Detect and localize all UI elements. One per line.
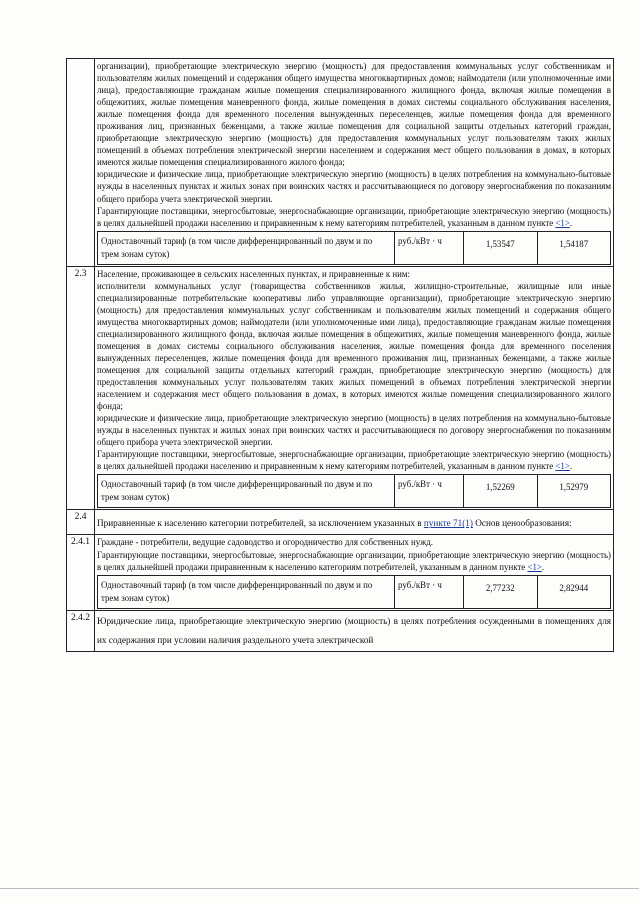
tariff-value-2: 1,54187 xyxy=(537,231,611,264)
row-number: 2.4 xyxy=(67,510,95,535)
row-number xyxy=(67,59,95,267)
suppliers-text: Гарантирующие поставщики, энергосбытовые, энергоснабжающие организации, приобретающие электрическую энергию (мощность) в целях дальнейшей продажи населению и приравненным к нему категориям потребителей, указанным в данном пункте xyxy=(97,449,611,472)
suppliers-paragraph: Гарантирующие поставщики, энергосбытовые, энергоснабжающие организации, приобретающие электрическую энергию (мощность) в целях дальнейшей продажи населению и приравненным к нему категориям потребителей, указанным в данном пункте <1>. xyxy=(97,449,611,472)
table-row xyxy=(67,266,614,510)
tariff-label: Одноставочный тариф (в том числе дифференцированный по двум и по трем зонам суток) xyxy=(98,575,395,608)
table-row xyxy=(67,59,614,267)
tariff-value-2: 2,82944 xyxy=(537,575,611,608)
suppliers-paragraph: Гарантирующие поставщики, энергосбытовые, энергоснабжающие организации, приобретающие электрическую энергию (мощность) в целях дальнейшей продажи приравненным к населению категориям потребителей, указанным в данном пункте <1>. xyxy=(97,549,611,572)
table-row xyxy=(67,510,614,535)
row-content xyxy=(95,610,614,651)
tariff-subtable xyxy=(97,575,611,609)
suppliers-paragraph: Гарантирующие поставщики, энергосбытовые, энергоснабжающие организации, приобретающие электрическую энергию (мощность) в целях дальнейшей продажи населению и приравненным к нему категориям потребителей, указанным в данном пункте <1>. xyxy=(97,205,611,228)
tariff-subtable xyxy=(97,231,611,265)
footnote-link[interactable]: <1> xyxy=(555,461,570,472)
tariff-value-2: 1,52979 xyxy=(537,475,611,508)
tariff-unit: руб./кВт · ч xyxy=(395,231,464,264)
suppliers-text: Гарантирующие поставщики, энергосбытовые, энергоснабжающие организации, приобретающие электрическую энергию (мощность) в целях дальнейшей продажи населению и приравненным к нему категориям потребителей, указанным в данном пункте xyxy=(97,205,611,228)
tariff-value-1: 1,53547 xyxy=(464,231,538,264)
category-heading xyxy=(97,514,611,533)
tariff-unit: руб./кВт · ч xyxy=(395,475,464,508)
tariff-value-1: 1,52269 xyxy=(464,475,538,508)
row-number: 2.3 xyxy=(67,266,95,510)
consumer-paragraph: юридические и физические лица, приобретающие электрическую энергию (мощность) в целях потребления на коммунально-бытовые нужды в населенных пунктах и жилых зонах при воинских частях и рассчитывающиеся по договору энергоснабжения по показаниям общего прибора учета электрической энергии. xyxy=(97,413,611,448)
row-number: 2.4.1 xyxy=(67,535,95,610)
suppliers-text: Гарантирующие поставщики, энергосбытовые, энергоснабжающие организации, приобретающие электрическую энергию (мощность) в целях дальнейшей продажи приравненным к населению категориям потребителей, указанным в данном пункте xyxy=(97,549,611,572)
document-page xyxy=(66,58,614,652)
category-text-end: Основ ценообразования: xyxy=(475,518,572,529)
tariff-unit: руб./кВт · ч xyxy=(395,575,464,608)
consumer-paragraph: организации), приобретающие электрическую энергию (мощность) для предоставления коммунальных услуг собственникам и пользователям жилых помещений и содержания общего имущества многоквартирных домов; наймодатели (или уполномоченные ими лица), предоставляющие гражданам жилые помещения специализированного жилищного фонда, включая жилые помещения в общежитиях, жилые помещения маневренного фонда, жилые помещения в домах системы социального обслуживания населения, жилые помещения фонда для временного поселения вынужденных переселенцев, жилые помещения фонда для временного проживания лиц, признанных беженцами, а также жилые помещения для социальной защиты отдельных категорий граждан, приобретающие электрическую энергию (мощность) для предоставления коммунальных услуг пользователям таких жилых помещений в объемах потребления электрической энергии населением и содержания мест общего пользования в домах, в которых имеются жилые помещения специализированного жилого фонда; xyxy=(97,61,611,168)
tariff-value-1: 2,77232 xyxy=(464,575,538,608)
tariff-label: Одноставочный тариф (в том числе дифференцированный по двум и по трем зонам суток) xyxy=(98,231,395,264)
row-content xyxy=(95,510,614,535)
row-content xyxy=(95,59,614,267)
table-row xyxy=(67,535,614,610)
category-text: Приравненные к населению категории потребителей, за исключением указанных в xyxy=(97,518,422,529)
tariff-table xyxy=(66,58,614,652)
clause-link[interactable]: пункте 71(1) xyxy=(423,518,473,529)
row-number: 2.4.2 xyxy=(67,610,95,651)
consumer-heading: Граждане - потребители, ведущие садоводство и огородничество для собственных нужд. xyxy=(97,537,433,548)
consumer-paragraph: юридические и физические лица, приобретающие электрическую энергию (мощность) в целях потребления на коммунально-бытовые нужды в населенных пунктах и жилых зонах при воинских частях и рассчитывающиеся по договору энергоснабжения по показаниям общего прибора учета электрической энергии. xyxy=(97,169,611,204)
footnote-link[interactable]: <1> xyxy=(527,561,542,572)
row-content xyxy=(95,266,614,510)
row-content xyxy=(95,535,614,610)
tariff-label: Одноставочный тариф (в том числе дифференцированный по двум и по трем зонам суток) xyxy=(98,475,395,508)
consumer-heading: Юридические лица, приобретающие электрическую энергию (мощность) в целях потребления осужденными в помещениях для их содержания при условии наличия раздельного учета электрической xyxy=(97,615,611,645)
table-row xyxy=(67,610,614,651)
page-edge-divider xyxy=(0,888,639,889)
consumer-heading: Население, проживающее в сельских населенных пунктах, и приравненные к ним: xyxy=(97,268,410,279)
consumer-paragraph: исполнители коммунальных услуг (товарищества собственников жилья, жилищно-строительные, жилищные или иные специализированные потребительские кооперативы либо управляющие организации), приобретающие электрическую энергию (мощность) для предоставления коммунальных услуг собственникам и пользователям жилых помещений и содержания общего имущества многоквартирных домов; наймодатели (или уполномоченные ими лица), предоставляющие гражданам жилые помещения специализированного жилищного фонда, включая жилые помещения в общежитиях, жилые помещения маневренного фонда, жилые помещения в домах системы социального обслуживания населения, жилые помещения фонда для временного поселения вынужденных переселенцев, жилые помещения фонда для временного проживания лиц, признанных беженцами, а также жилые помещения для социальной защиты отдельных категорий граждан, приобретающие электрическую энергию (мощность) для предоставления коммунальных услуг пользователям таких жилых помещений в объемах потребления электрической энергии населением и содержания мест общего пользования в домах, в которых имеются жилые помещения специализированного жилого фонда; xyxy=(97,280,611,412)
footnote-link[interactable]: <1> xyxy=(555,217,570,228)
tariff-subtable xyxy=(97,474,611,508)
